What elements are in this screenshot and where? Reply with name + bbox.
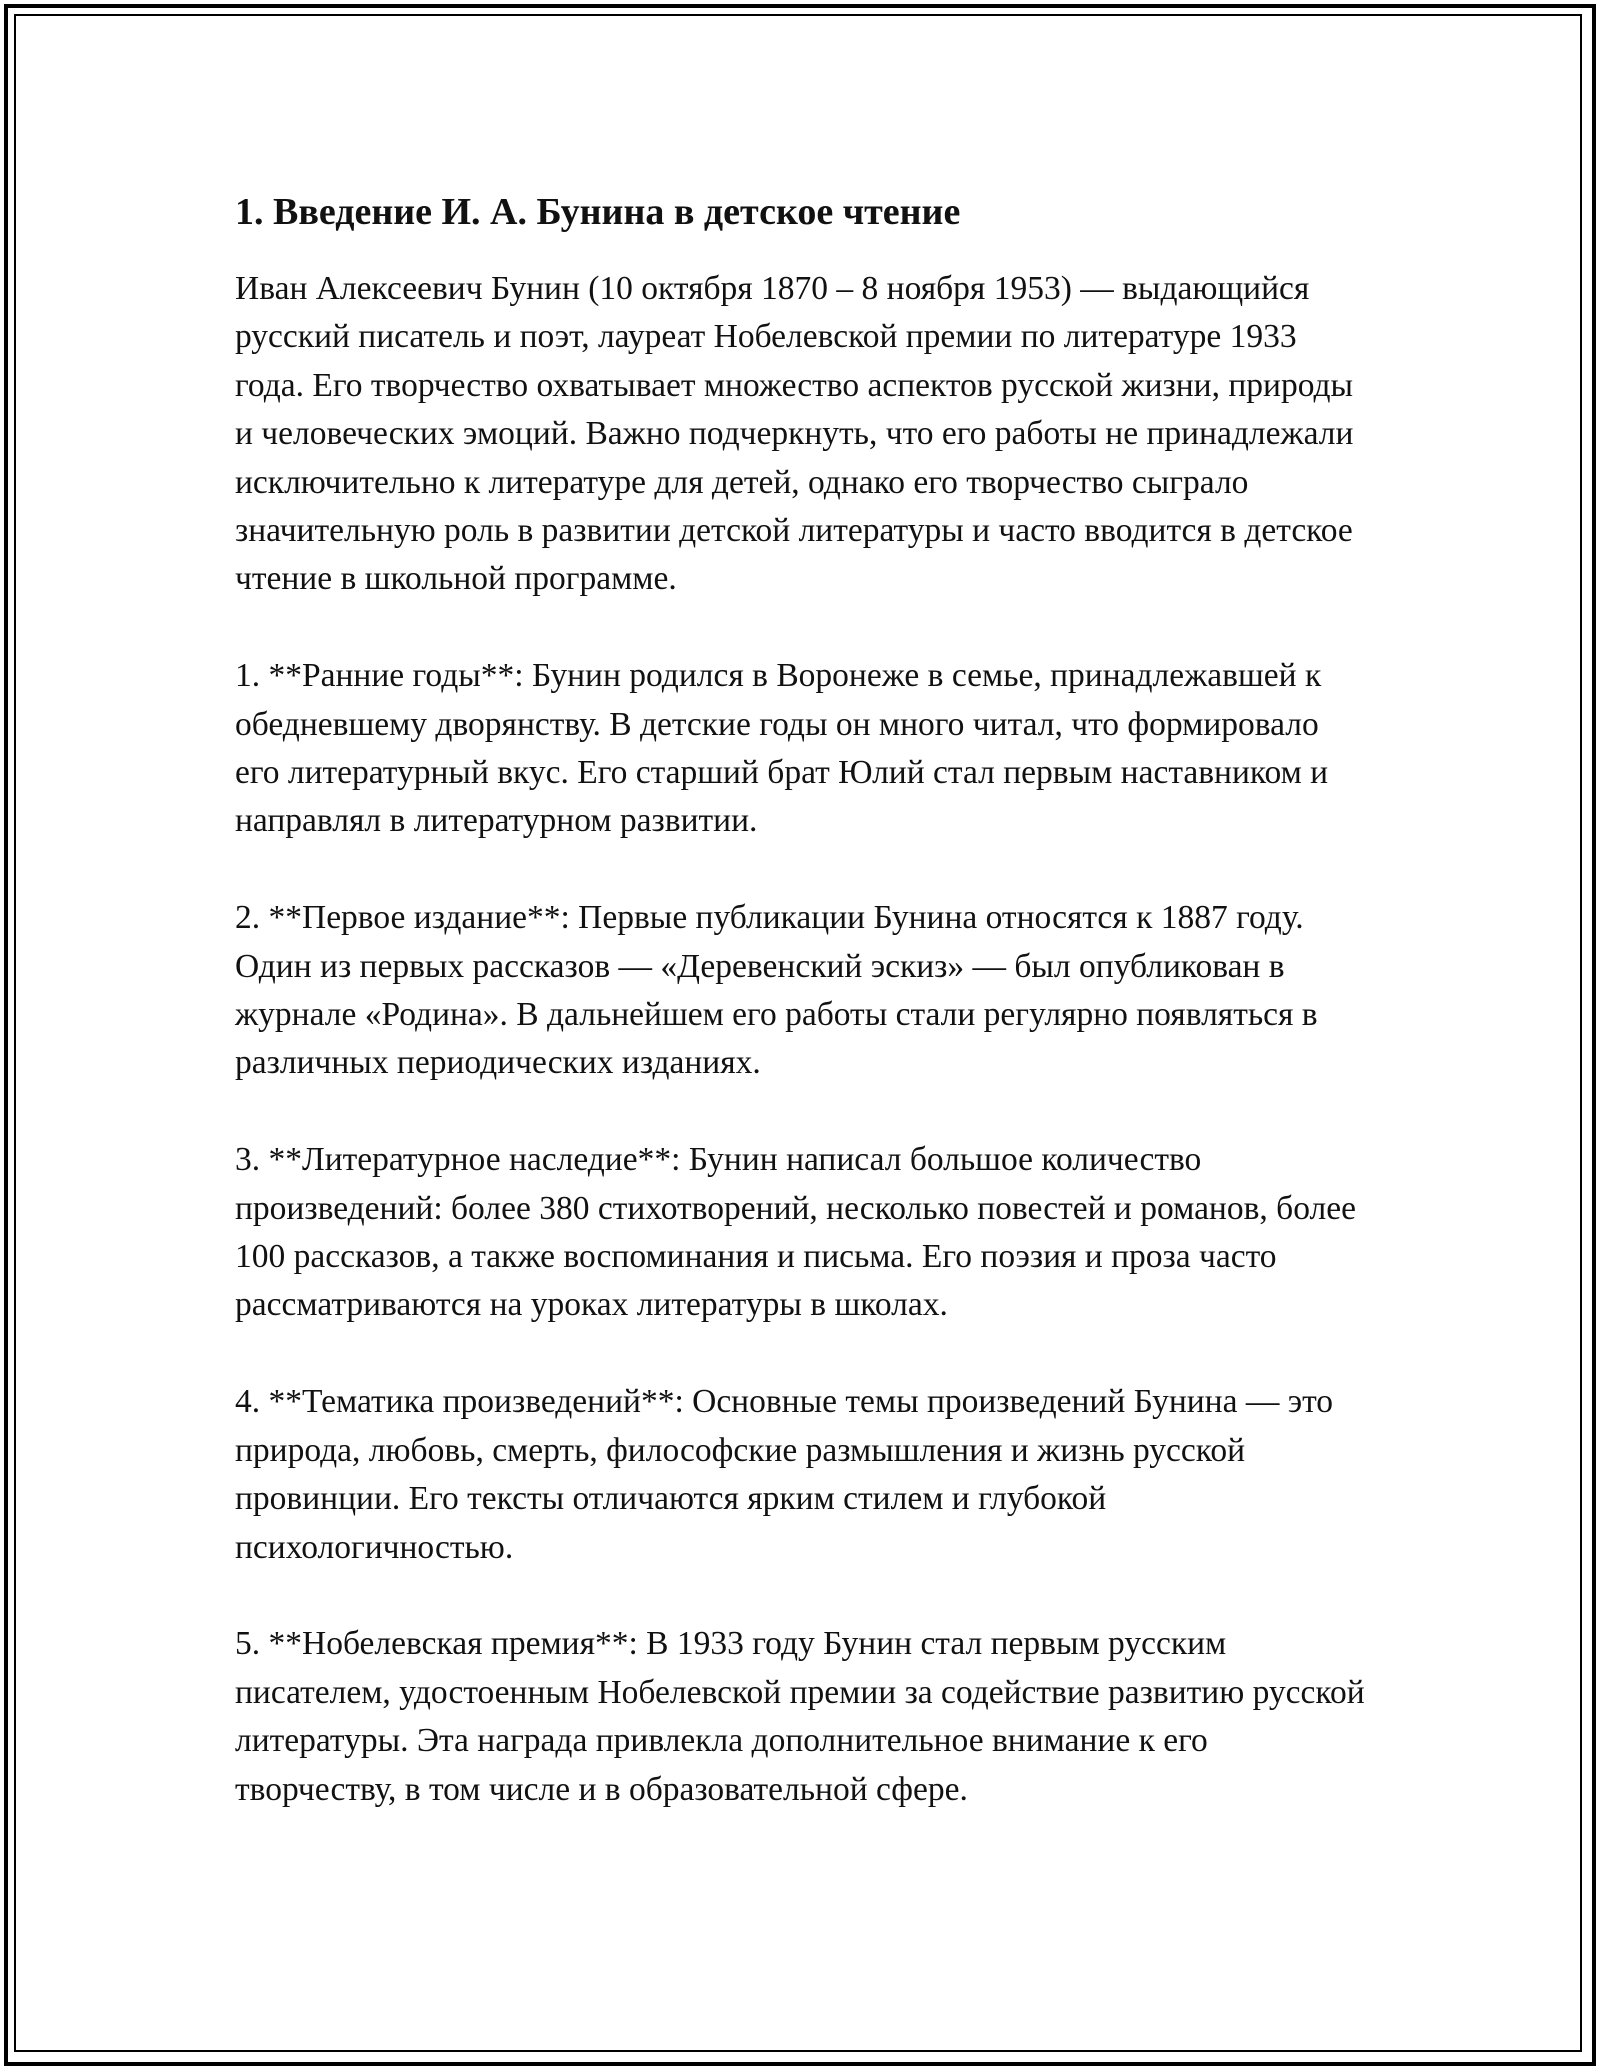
- paragraph-early-years: 1. **Ранние годы**: Бунин родился в Воронеже в семье, принадлежавшей к обедневшему дворянству. В детские годы он много читал, что формировало его литературный вкус. Его старший брат Юлий стал первым наставником и направлял в литературном развитии.: [235, 657, 1329, 840]
- paragraph-themes: 4. **Тематика произведений**: Основные темы произведений Бунина — это природа, любовь, смерть, философские размышления и жизнь русской провинции. Его тексты отличаются ярким стилем и глубокой психологичностью.: [235, 1383, 1334, 1566]
- paragraph-literary-heritage: 3. **Литературное наследие**: Бунин написал большое количество произведений: более 380 стихотворений, несколько повестей и романов, более 100 рассказов, а также воспоминания и письма. Его поэзия и проза часто рассматриваются на уроках литературы в школах.: [235, 1141, 1356, 1324]
- paragraph-nobel-prize: 5. **Нобелевская премия**: В 1933 году Бунин стал первым русским писателем, удостоенным Нобелевской премии за содействие развитию русской литературы. Эта награда привлекла дополнительное внимание к его творчеству, в том числе и в образовательной сфере.: [235, 1625, 1365, 1808]
- document-title: 1. Введение И. А. Бунина в детское чтение: [235, 191, 961, 233]
- document-body: [235, 185, 1365, 1814]
- paragraph-first-edition: 2. **Первое издание**: Первые публикации Бунина относятся к 1887 году. Один из первых рассказов — «Деревенский эскиз» — был опубликован в журнале «Родина». В дальнейшем его работы стали регулярно появляться в различных периодических изданиях.: [235, 899, 1318, 1082]
- intro-paragraph: Иван Алексеевич Бунин (10 октября 1870 – 8 ноября 1953) — выдающийся русский писатель и поэт, лауреат Нобелевской премии по литературе 1933 года. Его творчество охватывает множество аспектов русской жизни, природы и человеческих эмоций. Важно подчеркнуть, что его работы не принадлежали исключительно к литературе для детей, однако его творчество сыграло значительную роль в развитии детской литературы и часто вводится в детское чтение в школьной программе.: [235, 270, 1354, 598]
